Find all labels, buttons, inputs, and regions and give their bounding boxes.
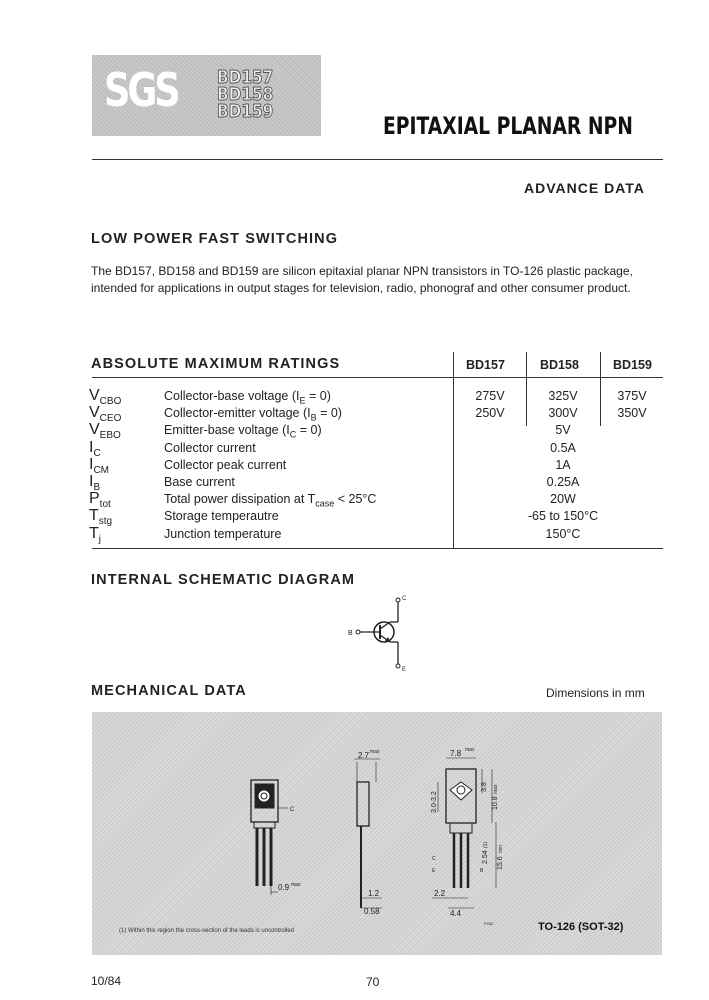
parameter-description: Collector-emitter voltage $(I_B = 0)$ xyxy=(164,406,342,423)
dim-length: 15.6 xyxy=(497,856,504,870)
parameter-description: Total power dissipation at $T_{case} < 25^\circ C$ xyxy=(164,492,377,509)
table-row xyxy=(89,492,669,509)
section-heading-intro: LOW POWER FAST SWITCHING xyxy=(91,231,339,247)
divider xyxy=(92,159,663,160)
dim-lead-thickness: 1.2 xyxy=(368,889,380,898)
back-view xyxy=(431,747,504,926)
table-row xyxy=(89,423,669,440)
parameter-symbol: $I_C$ xyxy=(89,438,101,459)
parameter-description: Storage temperautre xyxy=(164,509,279,524)
divider xyxy=(92,377,663,378)
pin-label-base: B xyxy=(348,630,353,637)
dim-spacing: 2.2 xyxy=(434,889,446,898)
parameter-symbol: $T_j$ xyxy=(89,524,102,545)
table-row xyxy=(89,389,669,406)
part-number: BD159 xyxy=(217,101,274,122)
parameter-symbol: $T_{stg}$ xyxy=(89,507,113,528)
dim-superscript: max xyxy=(370,749,380,755)
dim-pitch: 2.54 xyxy=(482,850,489,864)
header-banner xyxy=(92,55,321,136)
pin-label: B xyxy=(480,868,484,874)
package-label: TO-126 (SOT-32) xyxy=(538,921,624,933)
rating-value: 20W xyxy=(550,492,576,507)
pin-label-emitter: E xyxy=(402,667,407,672)
dim-hole: 3.0-3.2 xyxy=(431,791,438,813)
rating-value: 300V xyxy=(548,406,578,421)
footnote: (1) Within this region the cross-section of the leads is uncontrolled xyxy=(119,928,295,934)
front-view xyxy=(251,780,301,895)
description-text: The BD157, BD158 and BD159 are silicon epitaxial planar NPN transistors in TO-126 plastic package, intended for applications in output stages for television, radio, phonograf and other consumer product. xyxy=(91,264,633,295)
package-outline-drawing xyxy=(92,712,662,955)
rating-value: 250V xyxy=(475,406,505,421)
table-row xyxy=(89,438,669,459)
parameter-description: Base current xyxy=(164,475,235,489)
rating-value: -65 to 150°C xyxy=(527,509,599,524)
dim-lead-thickness-2: 0.58 xyxy=(364,907,380,916)
table-row xyxy=(89,475,669,492)
dim-superscript: max xyxy=(493,784,499,794)
rating-value: 325V xyxy=(548,389,578,403)
npn-transistor-symbol xyxy=(340,592,420,672)
page-title: EPITAXIAL PLANAR NPN xyxy=(383,112,633,140)
side-label: C xyxy=(290,807,295,813)
table-row xyxy=(89,406,669,423)
column-header-bd157: BD157 xyxy=(466,358,505,372)
pin-label-collector: C xyxy=(402,596,407,602)
drawing-code: P032 xyxy=(484,921,494,926)
side-view xyxy=(354,749,382,916)
parameter-symbol: $I_{CM}$ xyxy=(89,455,110,476)
parameter-description: Junction temperature xyxy=(164,526,282,541)
rating-value: 0.5A xyxy=(550,440,576,455)
rating-value: 275V xyxy=(475,389,505,403)
mechanical-drawing-area xyxy=(92,712,662,955)
section-heading-mechanical: MECHANICAL DATA xyxy=(91,683,247,699)
parameter-symbol: $I_B$ xyxy=(89,473,101,494)
column-header-bd158: BD158 xyxy=(540,358,579,372)
dim-superscript: min xyxy=(498,844,504,853)
company-logo: SGS xyxy=(104,63,178,117)
divider xyxy=(92,548,663,549)
part-number: BD157 xyxy=(217,67,274,88)
dim-superscript: max xyxy=(465,747,475,753)
parameter-symbol: $V_{CBO}$ xyxy=(89,387,122,408)
parameter-symbol: $P_{tot}$ xyxy=(89,490,111,511)
table-divider xyxy=(453,352,454,378)
section-heading-ratings: ABSOLUTE MAXIMUM RATINGS xyxy=(91,356,341,372)
table-row xyxy=(89,509,669,526)
status-label: ADVANCE DATA xyxy=(524,180,645,196)
part-number: BD158 xyxy=(217,84,274,105)
dim-tab: 3.8 xyxy=(481,782,488,792)
rating-value: 350V xyxy=(617,406,647,421)
dim-width: 7.8 xyxy=(450,749,462,758)
rating-value: 150°C xyxy=(545,526,581,541)
dim-pitch-note: (1) xyxy=(483,841,489,848)
parameter-description: Collector current xyxy=(164,440,256,455)
dim-body: 10.8 xyxy=(492,796,499,810)
table-row xyxy=(89,455,669,476)
parameter-description: Emitter-base voltage $(I_C = 0)$ xyxy=(164,423,322,440)
parameter-symbol: $V_{CEO}$ xyxy=(89,404,122,425)
rating-value: 5V xyxy=(555,423,571,438)
parameter-symbol: $V_{EBO}$ xyxy=(89,421,121,442)
rating-value: 375V xyxy=(617,389,647,403)
pin-label: C xyxy=(432,856,436,862)
section-heading-schematic: INTERNAL SCHEMATIC DIAGRAM xyxy=(91,572,356,588)
parameter-description: Collector peak current xyxy=(164,457,287,472)
pin-label: E xyxy=(432,868,436,874)
dim-superscript: max xyxy=(291,882,301,888)
part-numbers xyxy=(217,69,283,120)
dim-thickness: 2.7 xyxy=(358,751,370,760)
column-header-bd159: BD159 xyxy=(613,358,652,372)
rating-value: 0.25A xyxy=(546,475,580,489)
page-number: 70 xyxy=(366,975,380,989)
footer-date: 10/84 xyxy=(91,974,122,988)
dim-spacing-2: 4.4 xyxy=(450,909,462,918)
parameter-description: Collector-base voltage $(I_E = 0)$ xyxy=(164,389,331,406)
table-row xyxy=(89,524,669,545)
dim-lead-width: 0.9 xyxy=(278,883,290,892)
units-note: Dimensions in mm xyxy=(546,686,645,700)
rating-value: 1A xyxy=(555,457,571,472)
